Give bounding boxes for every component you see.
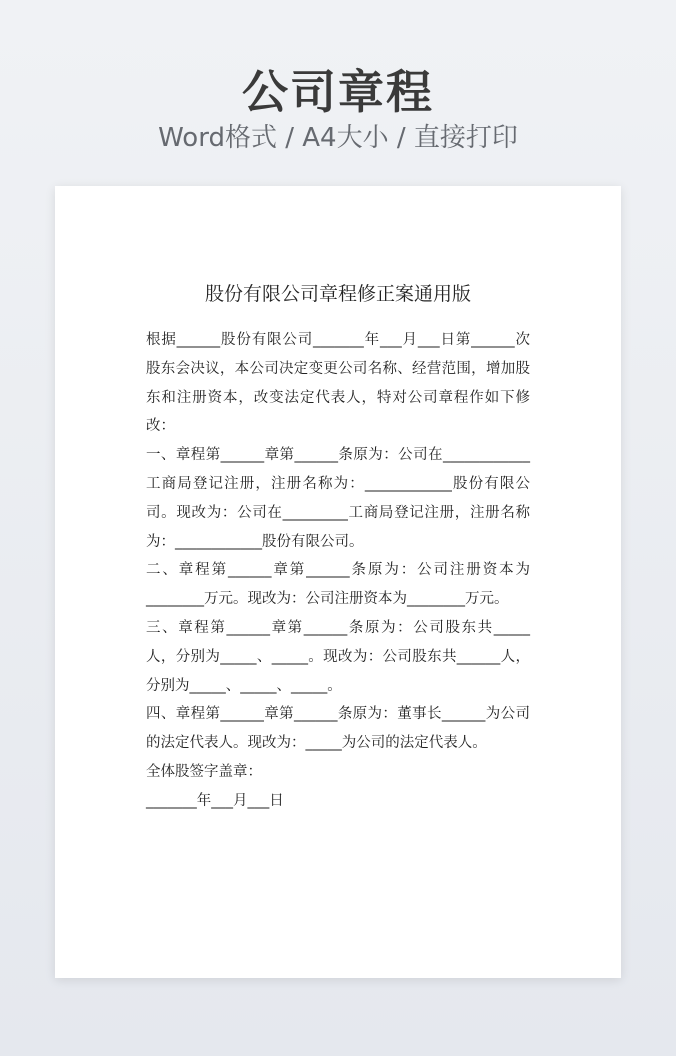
poster-subtitle: Word格式 / A4大小 / 直接打印	[158, 123, 518, 153]
paragraph-article-4: 四、章程第______章第______条原为：董事长______为公司的法定代表人。现改为：_____为公司的法定代表人。	[146, 706, 530, 752]
paragraph-resolution: 根据______股份有限公司_______年___月___日第______次股东会决议，本公司决定变更公司名称、经营范围，增加股东和注册资本，改变法定代表人，特对公司章程作如下修改：	[146, 332, 530, 435]
document-title: 股份有限公司章程修正案通用版	[204, 283, 471, 305]
paragraph-article-1: 一、章程第______章第______条原为：公司在____________工商局登记注册，注册名称为：____________股份有限公司。现改为：公司在_________工商局登记注册，注册名称为：____________股份有限公司。	[146, 447, 530, 550]
paragraph-article-2: 二、章程第______章第______条原为：公司注册资本为________万元。现改为：公司注册资本为________万元。	[146, 562, 530, 608]
paragraph-article-3: 三、章程第______章第______条原为：公司股东共_____人，分别为_____、_____。现改为：公司股东共______人，分别为_____、_____、_____。	[146, 619, 530, 694]
date-line: _______年___月___日	[146, 792, 284, 809]
poster-title: 公司章程	[242, 65, 434, 119]
signature-line: 全体股签字盖章：	[146, 763, 262, 780]
document-page	[55, 186, 621, 978]
document-body	[146, 326, 530, 816]
